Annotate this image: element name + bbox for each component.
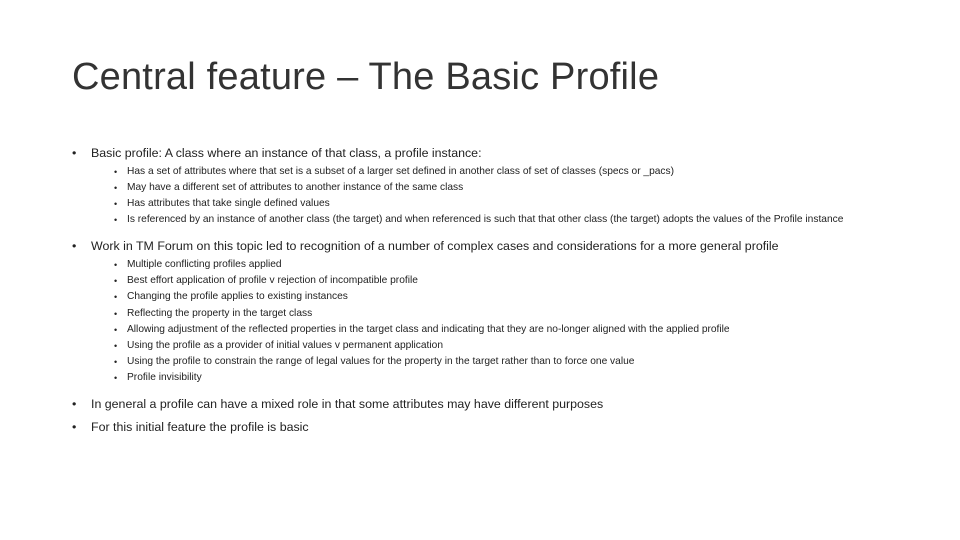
sub-bullet-item [114, 214, 892, 226]
bullet-icon: • [114, 167, 118, 177]
sub-bullet-item [114, 275, 892, 287]
bullet-icon: • [114, 357, 118, 368]
sub-bullet-list [72, 259, 892, 384]
sub-bullet-text: Has a set of attributes where that set is a subset of a larger set defined in another class of set of classes (specs or _pacs) [127, 166, 675, 177]
sub-bullet-item [114, 182, 892, 194]
sub-bullet-item [114, 340, 892, 352]
sub-bullet-text: Best effort application of profile v rejection of incompatible profile [127, 275, 418, 287]
bullet-group-tm-forum [72, 238, 892, 384]
sub-bullet-text: Profile invisibility [127, 372, 202, 384]
bullet-item-initial-feature [72, 419, 892, 435]
bullet-icon: • [114, 308, 118, 319]
sub-bullet-text: Is referenced by an instance of another class (the target) and when referenced is such that that other class (the target) adopts the values of the Profile instance [127, 214, 844, 225]
bullet-icon: • [114, 276, 118, 287]
sub-bullet-item [114, 324, 892, 336]
bullet-item [72, 145, 892, 161]
sub-bullet-text: May have a different set of attributes to another instance of the same class [127, 182, 464, 193]
sub-bullet-item [114, 372, 892, 384]
sub-bullet-text: Using the profile to constrain the range of legal values for the property in the target rather than to force one value [127, 356, 635, 368]
bullet-icon: • [72, 397, 77, 412]
sub-bullet-item [114, 291, 892, 303]
bullet-item-mixed-role [72, 396, 892, 412]
sub-bullet-text: Using the profile as a provider of initial values v permanent application [127, 339, 443, 351]
bullet-item [72, 238, 892, 254]
sub-bullet-text: Reflecting the property in the target class [127, 307, 313, 319]
bullet-icon: • [114, 340, 118, 351]
sub-bullet-text: Has attributes that take single defined values [127, 198, 330, 209]
bullet-icon: • [114, 324, 118, 335]
bullet-icon: • [72, 239, 77, 253]
bullet-icon: • [72, 420, 77, 435]
sub-bullet-text: Changing the profile applies to existing instances [127, 291, 348, 303]
slide-title: Central feature – The Basic Profile [72, 56, 660, 98]
bullet-text: Basic profile: A class where an instance of that class, a profile instance: [91, 146, 482, 160]
bullet-icon: • [114, 292, 118, 303]
sub-bullet-item [114, 198, 892, 210]
sub-bullet-text: Allowing adjustment of the reflected properties in the target class and indicating that they are no-longer aligned with the applied profile [127, 323, 730, 335]
bullet-icon: • [114, 260, 118, 270]
sub-bullet-text: Multiple conflicting profiles applied [127, 259, 282, 270]
bullet-group-basic-profile [72, 145, 892, 226]
sub-bullet-item [114, 356, 892, 368]
bullet-text: Work in TM Forum on this topic led to recognition of a number of complex cases and considerations for a more general profile [91, 239, 779, 253]
bullet-icon: • [114, 183, 118, 193]
sub-bullet-item [114, 308, 892, 320]
sub-bullet-item [114, 259, 892, 271]
bullet-text: For this initial feature the profile is basic [91, 420, 309, 435]
bullet-icon: • [114, 199, 118, 209]
sub-bullet-list [72, 166, 892, 226]
bullet-text: In general a profile can have a mixed role in that some attributes may have different purposes [91, 397, 604, 412]
sub-bullet-item [114, 166, 892, 178]
bullet-icon: • [72, 146, 77, 160]
slide-body [72, 145, 892, 435]
bullet-icon: • [114, 373, 118, 384]
bullet-icon: • [114, 215, 118, 225]
